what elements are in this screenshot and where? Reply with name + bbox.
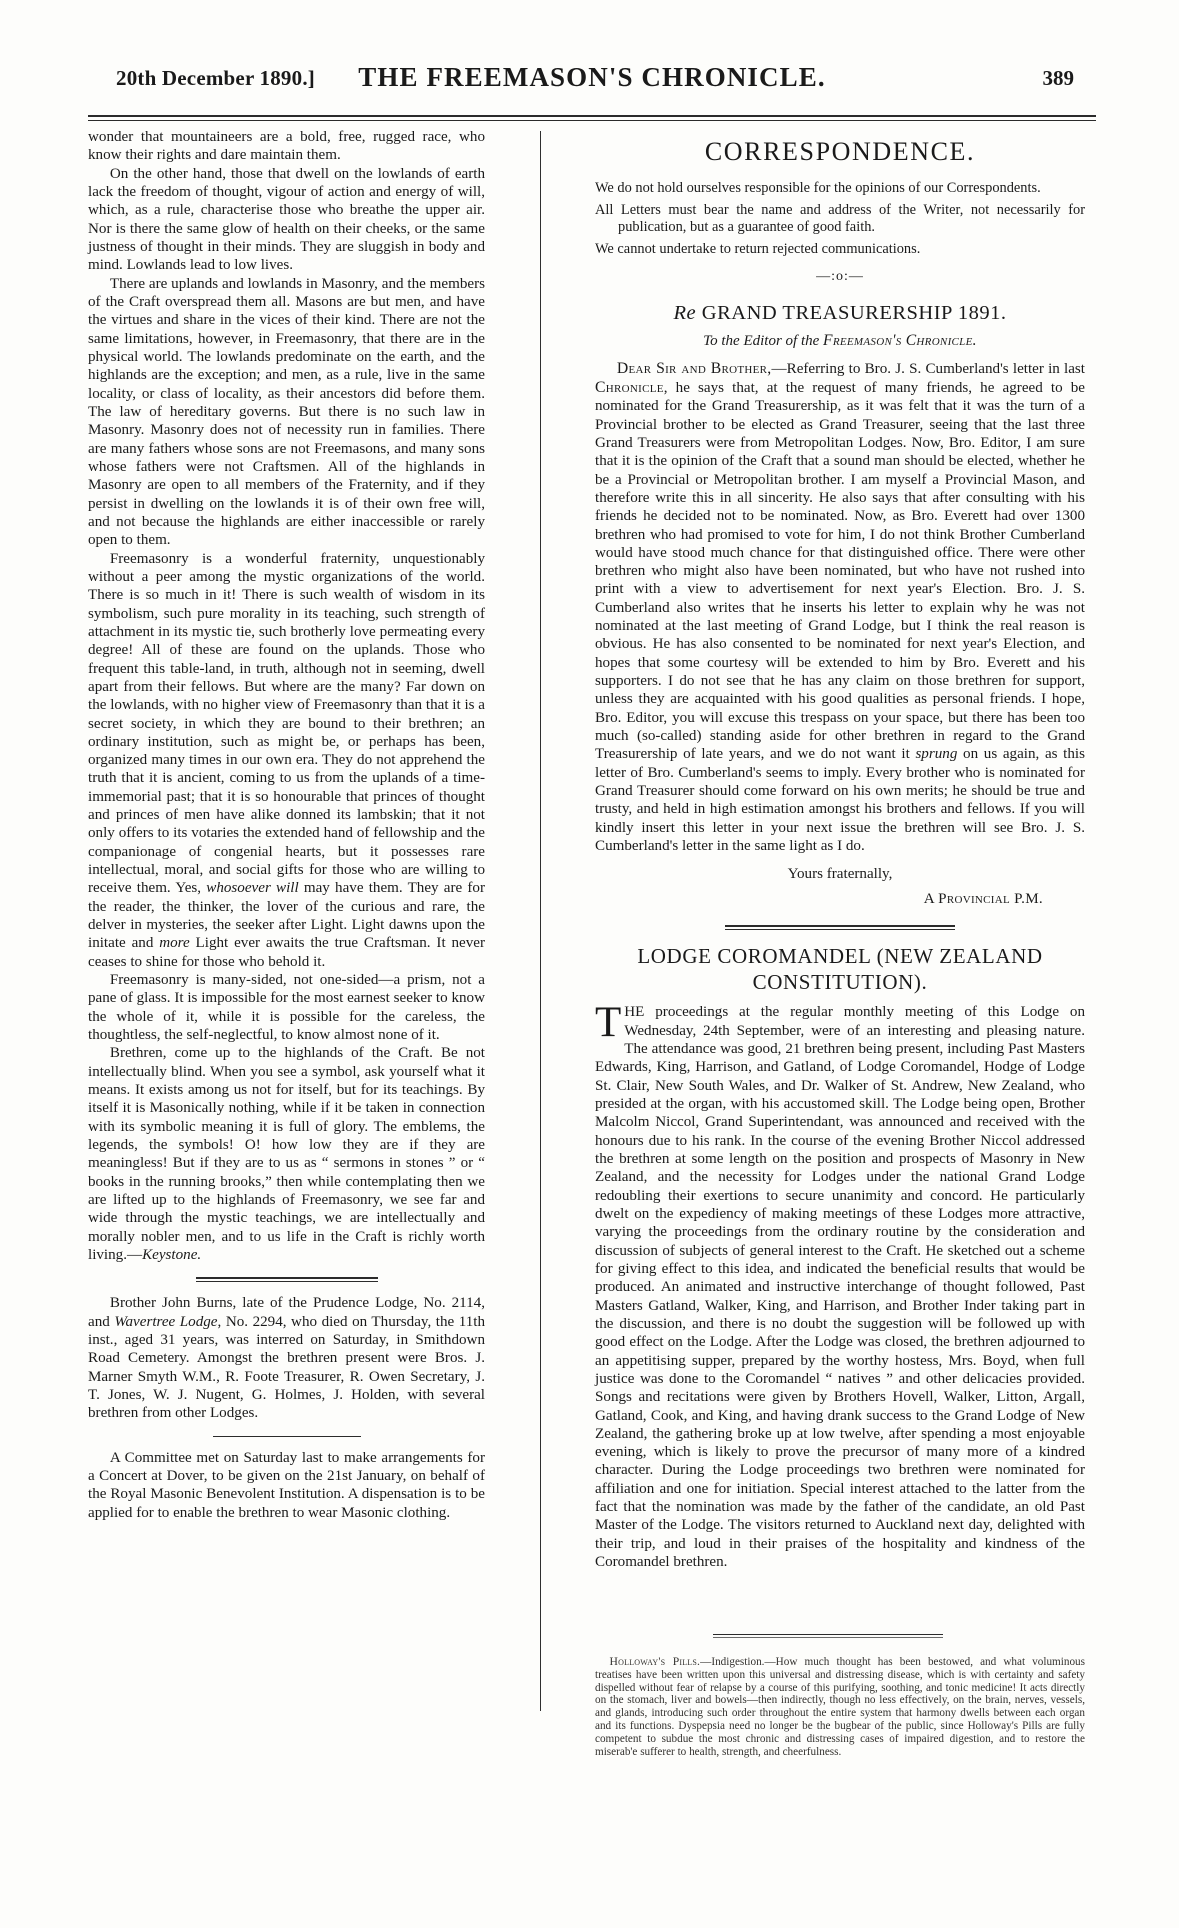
lodge-report-body: [595, 999, 1085, 1571]
masthead-rule: [88, 115, 1096, 121]
article-source: Keystone.: [142, 1247, 202, 1264]
para-text-part: on us again, as this letter of Bro. Cumberland's seems to imply. Every brother who is nominated for Grand Treasurer should come forward on his own merits; he should be true and trusty, and held in high estimation amongst his brothers and fellows. If you will kindly insert this letter in your next issue the brethren will see Bro. J. S. Cumberland's letter in the same light as I do.: [595, 746, 1085, 855]
correspondence-heading: CORRESPONDENCE.: [704, 137, 976, 166]
advert-rule: [713, 1634, 943, 1638]
section-rule: [725, 925, 955, 930]
para-text-part: Freemasonry is a wonderful fraternity, unquestionably without a peer among the mystic organizations of the world. There is so much in it! There is such wealth of wisdom in its symbolism, such pure morality in its teaching, such strength of attachment in its mystic tie, such brotherly love permeating every degree! All of these are found on the uplands. Those who frequent this table-land, in truth, although not in seeming, dwell apart from their fellows. But where are the many? Far down on the lowlands, with no higher view of Freemasonry than that it is a secret society, in which they are bound to their brethren; an ordinary institution, such as might be, or perhaps has been, organized many times in our own era. They do not apprehend the truth that it is ancient, coming to us from the uplands of a time-immemorial past; that it is so honourable that princes of thought and princes of men have alike donned its lambskin; that it not only offers to its votaries the extended hand of fellowship and the companionage of congenial hearts, but it possesses rare intellectual, moral, and social gifts for those who are willing to receive them. Yes,: [88, 550, 485, 897]
right-column: [595, 128, 1085, 1571]
advertisement-block: [595, 1655, 1085, 1759]
para-text-part: HE proceedings at the regular monthly meeting of this Lodge on Wednesday, 24th September, were of an interesting and pleasing nature. The attendance was good, 21 brethren being present, including Past Masters Edwards, King, Harrison, and Gatland, of Lodge Coromandel, Hodge of Lodge St. Clair, New South Wales, and Dr. Walker of St. Andrew, New Zealand, who presided at the organ, with his accustomed skill. The Lodge being open, Brother Malcolm Niccol, Grand Superintendant, was announced and received with the honours due to his rank. In the course of the evening Brother Niccol addressed the brethren at some length on the position and prospects of Masonry in New Zealand, and the necessity for Lodges under the national Grand Lodge redoubling their exertions to secure unanimity and concord. He particularly dwelt on the expediency of making meetings of these Lodges more attractive, varying the proceedings from the ordinary routine by the consideration and discussion of subjects of general interest to the Craft. He sketched out a scheme for giving effect to this idea, and indicated the beneficial results that would be produced. An animated and instructive interchange of thought followed, Past Masters Gatland, Walker, King, and Harrison, and Brother Inder taking part in the discussion, and there is no doubt the suggestion will be followed up with good effect on the Lodge. After the Lodge was closed, the brethren adjourned to an appetitising supper, prepared by the worthy hostess, Mrs. Boyd, when full justice was done to the Coromandel “ natives ” and other delicacies provided. Songs and recitations were given by Brothers Hovell, Walker, Litton, Argall, Gatland, Cook, and King, and having drank success to the Grand Lodge of New Zealand, the gathering broke up at low twelve, after spending a most enjoyable evening, which is likely to prove the precursor of many more of a kindred character. During the Lodge proceedings two brethren were nominated for affiliation and one for initiation. Special interest attached to the latter from the fact that the nomination was made by the father of the candidate, an old Past Master of the Lodge. The visitors returned to Auckland next day, delighted with their trip, and loud in their praises of the hospitality and kindness of the Coromandel brethren.: [595, 1004, 1085, 1571]
issue-date: 20th December 1890.]: [116, 66, 315, 90]
section-rule: [213, 1436, 361, 1437]
letter-signature: A Provincial P.M.: [923, 890, 1043, 907]
para-text-part: , he says that, at the request of many friends, he agreed to be nominated for the Grand Treasurership, as it was felt that it was the turn of a Provincial brother to be elected as Grand Treasurer, seeing that the last three Grand Treasurers were from Metropolitan Lodges. Now, Bro. Editor, I am sure that it is the opinion of the Craft that a sound man should be elected, whether he be a Provincial or Metropolitan brother. I am myself a Provincial Mason, and therefore write this in all sincerity. He also says that after consulting with his friends he decided not to be nominated. Now, as Bro. Everett had over 1300 brethren who had promised to vote for him, I do not think Brother Cumberland would have stood much chance for that distinguished office. There were other brethren who might also have been nominated, but who have not rushed into print with a view to advertisement for next year's Election. Bro. J. S. Cumberland also writes that he inserts his letter to explain why he was not nominated at the last meeting of Grand Lodge, but I think the real reason is obvious. He has also consented to be nominated for next year's Election, and hopes that some courtesy will be extended to him by Bro. Everett and his supporters. I do not see that he has any claim on those brethren for support, unless they are acquainted with his good qualities as personal friends. I hope, Bro. Editor, you will excuse this trespass on your space, but there has been too much (so-called) standing aside for other brethren in regard to the Grand Treasurership of late years, and we do not want it: [595, 379, 1085, 763]
obituary-paragraph: [88, 1294, 485, 1422]
masthead: [88, 62, 1096, 108]
advert-topic: —Indigestion.: [700, 1656, 765, 1668]
section-rule: [196, 1277, 378, 1282]
chronicle-reference: Chronicle: [595, 378, 664, 396]
para-text-part: Brethren, come up to the highlands of the Craft. Be not intellectually blind. When you see a symbol, ask yourself what it means. It exists among us not for itself, but for its teachings. By itself it is Masonically nothing, while if it be taken in connection with its symbolic meaning it is full of glory. The emblems, the legends, the symbols! O! how low they are if they are meaningless! But if they are to us as “ sermons in stones ” or “ books in the running brooks,” then while contemplating then we are lifted up to the highlands of Freemasonry, we see far and wide through the mystic teachings, we are intellectually and morally nobler men, and to us life in the Craft is richly worth living.—: [88, 1045, 485, 1264]
article-paragraph: wonder that mountaineers are a bold, free, rugged race, who know their rights and dare maintain them.: [88, 129, 485, 164]
lodge-report-heading: [595, 944, 1085, 995]
lodge-heading-line2: CONSTITUTION).: [752, 969, 928, 994]
article-paragraph: On the other hand, those that dwell on the lowlands of earth lack the freedom of thought, vigour of action and energy of will, which, as a rule, characterise those who breathe the upper air. Nor is there the same glow of health on their cheeks, or the same justness of thought in their minds. They are sluggish in body and mind. Lowlands lead to low lives.: [88, 165, 485, 274]
letter-address-line: [595, 332, 1085, 351]
letter-heading-text: GRAND TREASURERSHIP 1891.: [701, 301, 1007, 324]
para-emphasis: more: [159, 935, 190, 952]
article-paragraph: There are uplands and lowlands in Masonry, and the members of the Craft overspread them all. Masons are but men, and have the virtues and share in the vices of their kind. There are not the same limitations, however, in Freemasonry, that there are in the physical world. The lowlands predominate on the earth, and the highlands are the exception; and men, as a rule, live in the same locality, or class of locality, as their ancestors did before them. The law of hereditary governs. But there is no such law in Masonry. Masonry does not of necessity run in families. There are many fathers whose sons are not Freemasons, and many sons whose fathers were not Craftsmen. All of the highlands in Masonry are open to all members of the Fraternity, and if they persist in dwelling on the lowlands it is of their own free will, and not because the highlands are either inaccessible or rarely open to them.: [88, 275, 485, 549]
committee-paragraph: A Committee met on Saturday last to make arrangements for a Concert at Dover, to be given on the 21st January, on behalf of the Royal Masonic Benevolent Institution. A dispensation is to be applied for to enable the brethren to wear Masonic clothing.: [88, 1449, 485, 1521]
para-text-part: —How much thought has been bestowed, and what voluminous treatises have been written upon this universal and distressing disease, which is with certainty and safety dispelled without fear of relapse by a course of this purifying, soothing, and tonic medicine! It acts directly on the stomach, liver and bowels—then indirectly, though no less effectively, on the brain, nerves, vessels, and glands, introducing such order throughout the entire system that harmony dwells between each organ and its functions. Dyspepsia need no longer be the bugbear of the public, since Holloway's Pills are fully competent to subdue the most chronic and distressing cases of impaired digestion, and to restore the miserab'e sufferer to health, strength, and cheerfulness.: [595, 1656, 1085, 1758]
address-paper-name: Freemason's Chronicle.: [823, 331, 977, 349]
para-text-part: may have them. They are for the reader, the thinker, the lover of the curious and rare, the delver in mysteries, the seeker after Light. Light dawns upon the initate and: [88, 880, 486, 952]
advert-text: [595, 1655, 1085, 1759]
para-emphasis: whosoever will: [206, 880, 299, 897]
correspondence-notice: We cannot undertake to return rejected communications.: [595, 241, 921, 258]
article-paragraph-brethren: [88, 1044, 485, 1264]
correspondence-notice: We do not hold ourselves responsible for the opinions of our Correspondents.: [595, 179, 1041, 196]
para-text-part: Light ever awaits the true Craftsman. It never ceases to shine for those who behold it.: [88, 935, 485, 970]
para-text-part: Brother John Burns, late of the Prudence Lodge, No. 2114, and: [88, 1295, 485, 1330]
letter-closing: Yours fraternally,: [787, 866, 893, 883]
para-text-part: , No. 2294, who died on Thursday, the 11th inst., aged 31 years, was interred on Saturday, in Smithdown Road Cemetery. Amongst the brethren present were Bros. J. Marner Smyth W.M., R. Foote Treasurer, R. Owen Secretary, J. T. Jones, W. J. Nugent, G. Holmes, J. Holden, with several brethren from other Lodges.: [88, 1313, 485, 1422]
address-prefix: To the Editor of the: [703, 332, 824, 349]
article-paragraph-many-sided: Freemasonry is many-sided, not one-sided—a prism, not a pane of glass. It is impossible for the most earnest seeker to know the whole of it, while it is possible for the careless, the thoughtless, the self-neglectful, to know almost none of it.: [88, 972, 485, 1044]
correspondence-notice: All Letters must bear the name and address of the Writer, not necessarily for publication, but as a guarantee of good faith.: [595, 201, 1085, 236]
page-number: 389: [1042, 66, 1074, 90]
letter-heading: [595, 301, 1085, 326]
lodge-name: Wavertree Lodge: [114, 1313, 218, 1330]
ornament-divider: —:o:—: [816, 268, 864, 284]
advert-product-name: Holloway's Pills.: [609, 1655, 701, 1668]
para-emphasis: sprung: [915, 746, 958, 763]
left-column: [88, 128, 485, 1522]
article-paragraph-freemasonry: [88, 550, 485, 972]
drop-cap-letter: T: [595, 999, 622, 1047]
para-text-part: —Referring to Bro. J. S. Cumberland's letter in last: [771, 360, 1085, 377]
letter-body: [595, 359, 1085, 856]
lodge-heading-line1: LODGE COROMANDEL (NEW ZEALAND: [637, 944, 1043, 969]
publication-title: THE FREEMASON'S CHRONICLE.: [358, 62, 826, 92]
column-divider: [540, 131, 541, 1711]
letter-heading-re: Re: [673, 301, 697, 324]
letter-salutation: Dear Sir and Brother,: [616, 359, 772, 377]
